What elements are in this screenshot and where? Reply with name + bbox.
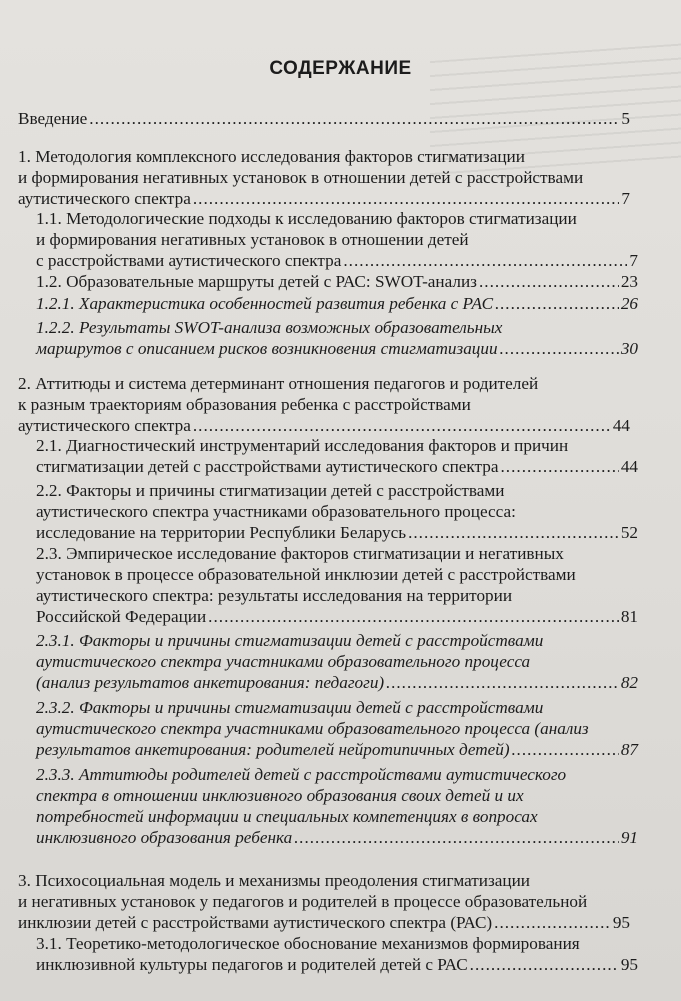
toc-entry-line: 2.3. Эмпирическое исследование факторов стигматизации и негативных	[36, 544, 564, 563]
toc-entry-line: 1.2.2. Результаты SWOT-анализа возможных образовательных	[36, 318, 503, 337]
toc-entry-last-line	[18, 108, 630, 129]
leader-dots	[408, 522, 619, 543]
toc-entry-text: с расстройствами аутистического спектра	[36, 251, 342, 270]
toc-page-number: 44	[612, 416, 630, 435]
toc-page-number: 7	[621, 189, 630, 208]
toc-entry-2-1	[36, 435, 638, 477]
toc-entry-text: Введение	[18, 109, 88, 128]
toc-page-number: 5	[621, 109, 630, 128]
toc-entry-2-3-1	[36, 630, 638, 693]
toc-entry-last-line	[36, 456, 638, 477]
toc-entry-text: исследование на территории Республики Беларусь	[36, 523, 407, 542]
toc-entry-line: 2. Аттитюды и система детерминант отношения педагогов и родителей	[18, 374, 539, 393]
toc-entry-line: потребностей информации и специальных компетенциях в вопросах	[36, 807, 538, 826]
leader-dots	[501, 456, 619, 477]
toc-page-number: 95	[612, 913, 630, 932]
toc-entry-last-line	[36, 606, 638, 627]
toc-entry-line: и негативных установок у педагогов и родителей в процессе образовательной	[18, 892, 588, 911]
toc-entry-line: 2.1. Диагностический инструментарий исследования факторов и причин	[36, 436, 569, 455]
leader-dots	[494, 912, 611, 933]
leader-dots	[294, 827, 619, 848]
toc-entry-2-3	[36, 543, 638, 627]
toc-entry-last-line	[36, 827, 638, 848]
toc-entry-line: аутистического спектра участниками образовательного процесса:	[36, 502, 516, 521]
toc-entry-last-line	[36, 739, 638, 760]
toc-entry-line: спектра в отношении инклюзивного образования своих детей и их	[36, 786, 524, 805]
toc-page-number: 52	[620, 523, 638, 542]
toc-entry-last-line	[36, 250, 638, 271]
toc-entry-text: 1.2. Образовательные маршруты детей с РАС: SWOT-анализ	[36, 272, 477, 291]
toc-entry-text: 1.2.1. Характеристика особенностей развития ребенка с РАС	[36, 294, 494, 313]
leader-dots	[500, 338, 619, 359]
toc-entry-1	[18, 146, 630, 209]
toc-page-number: 87	[620, 740, 638, 759]
toc-entry-text: инклюзии детей с расстройствами аутистического спектра (РАС)	[18, 913, 493, 932]
toc-entry-text: аутистического спектра	[18, 416, 191, 435]
leader-dots	[208, 606, 619, 627]
toc-entry-last-line	[36, 271, 638, 292]
toc-entry-line: установок в процессе образовательной инклюзии детей с расстройствами	[36, 565, 576, 584]
toc-entry-text: результатов анкетирования: родителей нейротипичных детей)	[36, 740, 510, 759]
toc-entry-line: к разным траекториям образования ребенка с расстройствами	[18, 395, 471, 414]
toc-entry-last-line	[18, 912, 630, 933]
toc-entry-last-line	[36, 293, 638, 314]
toc-entry-2-2	[36, 480, 638, 543]
toc-entry-line: аутистического спектра: результаты исследования на территории	[36, 586, 513, 605]
toc-entry-line: и формирования негативных установок в отношении детей	[36, 230, 469, 249]
toc-entry-3-1	[36, 933, 638, 975]
toc-entry-1-2-2	[36, 317, 638, 359]
toc-page-number: 23	[620, 272, 638, 291]
toc-entry-1-1	[36, 208, 638, 271]
toc-entry-text: инклюзивного образования ребенка	[36, 828, 293, 847]
toc-entry-text: Российской Федерации	[36, 607, 207, 626]
toc-entry-last-line	[18, 415, 630, 436]
leader-dots	[495, 293, 619, 314]
toc-entry-text: аутистического спектра	[18, 189, 191, 208]
toc-entry-line: 3. Психосоциальная модель и механизмы преодоления стигматизации	[18, 871, 530, 890]
toc-entry-line: 2.2. Факторы и причины стигматизации детей с расстройствами	[36, 481, 505, 500]
toc-entry-2	[18, 373, 630, 436]
toc-entry-text: (анализ результатов анкетирования: педагоги)	[36, 673, 385, 692]
toc-page-number: 26	[620, 294, 638, 313]
toc-entry-text: инклюзивной культуры педагогов и родителей детей с РАС	[36, 955, 468, 974]
leader-dots	[343, 250, 627, 271]
toc-entry-text: стигматизации детей с расстройствами аутистического спектра	[36, 457, 499, 476]
toc-entry-last-line	[36, 522, 638, 543]
toc-page-number: 81	[620, 607, 638, 626]
toc-entry-line: аутистического спектра участниками образовательного процесса	[36, 652, 531, 671]
toc-entry-line: 1. Методология комплексного исследования факторов стигматизации	[18, 147, 525, 166]
toc-entry-line: аутистического спектра участниками образовательного процесса (анализ	[36, 719, 589, 738]
toc-page-number: 30	[620, 339, 638, 358]
toc-page-number: 7	[629, 251, 638, 270]
toc-entry-line: и формирования негативных установок в отношении детей с расстройствами	[18, 168, 584, 187]
leader-dots	[193, 188, 620, 209]
toc-entry-line: 3.1. Теоретико-методологическое обоснование механизмов формирования	[36, 934, 580, 953]
leader-dots	[512, 739, 619, 760]
toc-entry-line: 1.1. Методологические подходы к исследованию факторов стигматизации	[36, 209, 577, 228]
toc-entry-introduction	[18, 108, 630, 129]
toc-entry-line: 2.3.2. Факторы и причины стигматизации детей с расстройствами	[36, 698, 544, 717]
toc-page-number: 44	[620, 457, 638, 476]
toc-page-number: 95	[620, 955, 638, 974]
page-title: СОДЕРЖАНИЕ	[269, 58, 412, 79]
toc-page-number: 82	[620, 673, 638, 692]
toc-entry-line: 2.3.3. Аттитюды родителей детей с расстройствами аутистического	[36, 765, 567, 784]
toc-page-number: 91	[620, 828, 638, 847]
leader-dots	[89, 108, 619, 129]
toc-entry-3	[18, 870, 630, 933]
toc-entry-last-line	[18, 188, 630, 209]
leader-dots	[479, 271, 619, 292]
toc-entry-1-2	[36, 271, 638, 292]
toc-entry-text: маршрутов с описанием рисков возникновения стигматизации	[36, 339, 498, 358]
toc-entry-2-3-2	[36, 697, 638, 760]
toc-entry-2-3-3	[36, 764, 638, 848]
toc-entry-line: 2.3.1. Факторы и причины стигматизации детей с расстройствами	[36, 631, 544, 650]
toc-entry-last-line	[36, 338, 638, 359]
toc-entry-1-2-1	[36, 293, 638, 314]
toc-entry-last-line	[36, 672, 638, 693]
toc-entry-last-line	[36, 954, 638, 975]
leader-dots	[386, 672, 619, 693]
leader-dots	[193, 415, 611, 436]
leader-dots	[470, 954, 619, 975]
